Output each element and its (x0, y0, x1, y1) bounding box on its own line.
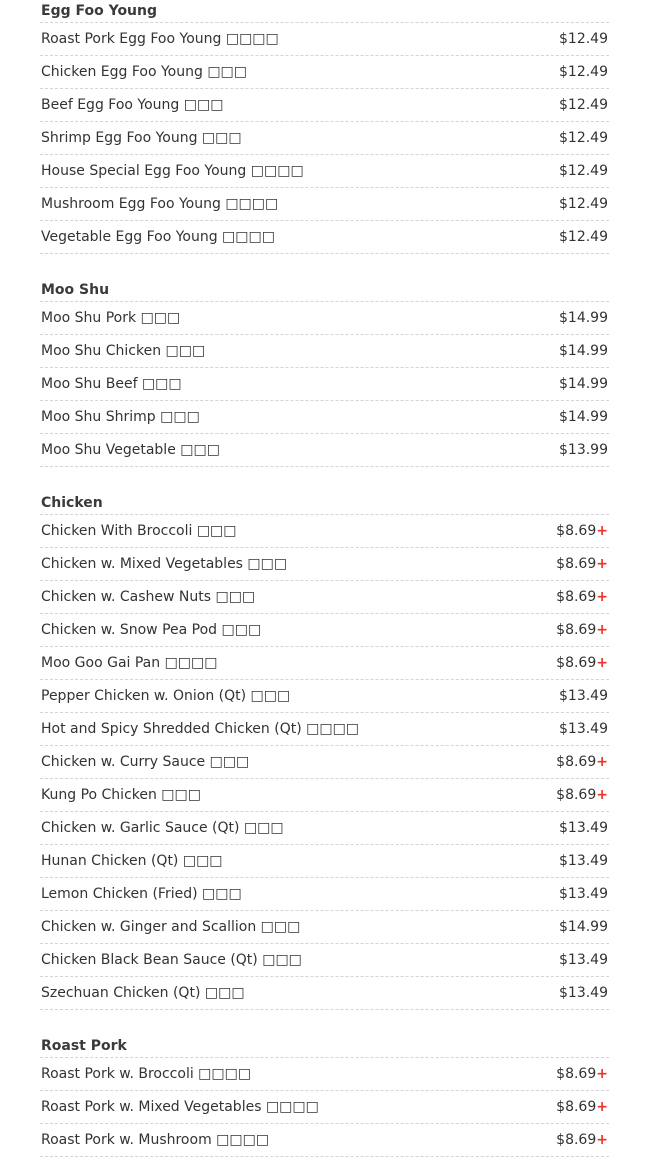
menu-item-price-group (556, 655, 608, 671)
menu-item-price-group (559, 721, 608, 737)
section-title: Egg Foo Young (40, 0, 609, 23)
menu-item-price: $13.49 (559, 721, 608, 737)
menu-section-egg-foo-young (40, 0, 609, 254)
menu-item[interactable] (40, 122, 609, 155)
menu-item-price: $12.49 (559, 64, 608, 80)
menu-item-name: Chicken w. Mixed Vegetables □□□ (41, 556, 288, 572)
menu-item[interactable] (40, 812, 609, 845)
menu-item-price-group (556, 787, 608, 803)
menu-item-price: $12.49 (559, 130, 608, 146)
menu-item-name: Chicken With Broccoli □□□ (41, 523, 237, 539)
menu-item-price: $8.69 (556, 754, 597, 770)
menu-item-price-group (556, 754, 608, 770)
menu-item-price-group (559, 985, 608, 1001)
menu-item[interactable] (40, 779, 609, 812)
price-plus-marker: + (596, 1066, 608, 1082)
menu-item-name: Moo Shu Chicken □□□ (41, 343, 206, 359)
menu-item-price-group (559, 919, 608, 935)
menu-item-price-group (559, 886, 608, 902)
menu-item-price-group (559, 196, 608, 212)
menu-item-price: $13.49 (559, 985, 608, 1001)
menu-item-price: $8.69 (556, 1099, 597, 1115)
price-plus-marker: + (596, 523, 608, 539)
menu-item-name: Chicken w. Snow Pea Pod □□□ (41, 622, 262, 638)
menu-item[interactable] (40, 614, 609, 647)
menu-list (40, 0, 609, 1175)
menu-item-name: Beef Egg Foo Young □□□ (41, 97, 224, 113)
menu-item-price-group (556, 1066, 608, 1082)
price-plus-marker: + (596, 787, 608, 803)
menu-item-price: $8.69 (556, 622, 597, 638)
menu-item-price-group (556, 1099, 608, 1115)
menu-item[interactable] (40, 56, 609, 89)
menu-item-price-group (556, 589, 608, 605)
menu-item[interactable] (40, 335, 609, 368)
price-plus-marker: + (596, 1099, 608, 1115)
menu-item-price-group (556, 523, 608, 539)
menu-item-price-group (559, 31, 608, 47)
price-plus-marker: + (596, 655, 608, 671)
menu-item-name: Moo Shu Shrimp □□□ (41, 409, 200, 425)
menu-item-price: $8.69 (556, 1066, 597, 1082)
menu-item-name: Lemon Chicken (Fried) □□□ (41, 886, 242, 902)
price-plus-marker: + (596, 622, 608, 638)
menu-item-price: $8.69 (556, 523, 597, 539)
menu-item-name: Vegetable Egg Foo Young □□□□ (41, 229, 275, 245)
menu-item-price-group (559, 820, 608, 836)
menu-item-name: Chicken w. Cashew Nuts □□□ (41, 589, 256, 605)
menu-item-name: House Special Egg Foo Young □□□□ (41, 163, 304, 179)
menu-item-name: Hot and Spicy Shredded Chicken (Qt) □□□□ (41, 721, 360, 737)
menu-item-name: Chicken w. Garlic Sauce (Qt) □□□ (41, 820, 284, 836)
menu-item[interactable] (40, 647, 609, 680)
menu-item-price: $14.99 (559, 343, 608, 359)
menu-item-price-group (559, 64, 608, 80)
menu-item-price: $14.99 (559, 376, 608, 392)
menu-item-price: $12.49 (559, 229, 608, 245)
menu-item-price: $13.99 (559, 442, 608, 458)
menu-item-price: $12.49 (559, 196, 608, 212)
menu-item-name: Moo Shu Beef □□□ (41, 376, 182, 392)
menu-item[interactable] (40, 1091, 609, 1124)
section-title: Chicken (40, 485, 609, 515)
section-title: Roast Pork (40, 1028, 609, 1058)
menu-item-price: $12.49 (559, 31, 608, 47)
menu-item-price: $13.49 (559, 688, 608, 704)
price-plus-marker: + (596, 556, 608, 572)
menu-item-name: Mushroom Egg Foo Young □□□□ (41, 196, 279, 212)
menu-section-roast-pork (40, 1028, 609, 1157)
menu-item[interactable] (40, 1058, 609, 1091)
menu-item-price-group (556, 1132, 608, 1148)
menu-item-price-group (559, 163, 608, 179)
menu-item[interactable] (40, 188, 609, 221)
menu-item-price-group (559, 442, 608, 458)
menu-item[interactable] (40, 155, 609, 188)
menu-item-price-group (556, 556, 608, 572)
menu-item-name: Shrimp Egg Foo Young □□□ (41, 130, 242, 146)
menu-item[interactable] (40, 845, 609, 878)
menu-item-price-group (559, 343, 608, 359)
menu-item-name: Pepper Chicken w. Onion (Qt) □□□ (41, 688, 291, 704)
menu-item[interactable] (40, 581, 609, 614)
menu-item[interactable] (40, 23, 609, 56)
price-plus-marker: + (596, 1132, 608, 1148)
menu-item-price: $8.69 (556, 556, 597, 572)
menu-item-name: Chicken Black Bean Sauce (Qt) □□□ (41, 952, 302, 968)
price-plus-marker: + (596, 589, 608, 605)
menu-item-price: $14.99 (559, 310, 608, 326)
menu-item[interactable] (40, 401, 609, 434)
menu-item[interactable] (40, 302, 609, 335)
menu-item-name: Chicken w. Ginger and Scallion □□□ (41, 919, 301, 935)
menu-item-price-group (559, 130, 608, 146)
menu-item[interactable] (40, 680, 609, 713)
menu-item-name: Moo Shu Vegetable □□□ (41, 442, 220, 458)
menu-item[interactable] (40, 89, 609, 122)
menu-section-moo-shu (40, 272, 609, 467)
menu-item[interactable] (40, 746, 609, 779)
menu-item[interactable] (40, 515, 609, 548)
menu-item[interactable] (40, 878, 609, 911)
menu-item-name: Roast Pork w. Broccoli □□□□ (41, 1066, 252, 1082)
menu-item-name: Kung Po Chicken □□□ (41, 787, 201, 803)
menu-item-price: $8.69 (556, 589, 597, 605)
menu-item-price: $12.49 (559, 163, 608, 179)
menu-item[interactable] (40, 1124, 609, 1157)
menu-item[interactable] (40, 911, 609, 944)
menu-item-name: Chicken w. Curry Sauce □□□ (41, 754, 250, 770)
menu-item-price: $14.99 (559, 409, 608, 425)
section-title: Moo Shu (40, 272, 609, 302)
menu-item-price: $13.49 (559, 886, 608, 902)
menu-item[interactable] (40, 977, 609, 1010)
menu-item-price: $12.49 (559, 97, 608, 113)
menu-item[interactable] (40, 548, 609, 581)
menu-item-price: $8.69 (556, 787, 597, 803)
menu-item[interactable] (40, 713, 609, 746)
menu-item-price-group (556, 622, 608, 638)
menu-item-price: $8.69 (556, 1132, 597, 1148)
menu-item-price-group (559, 376, 608, 392)
menu-item-name: Moo Shu Pork □□□ (41, 310, 181, 326)
menu-item-price-group (559, 952, 608, 968)
menu-item-price: $8.69 (556, 655, 597, 671)
menu-item[interactable] (40, 221, 609, 254)
menu-item-price-group (559, 229, 608, 245)
menu-item-name: Hunan Chicken (Qt) □□□ (41, 853, 223, 869)
menu-item-price: $13.49 (559, 853, 608, 869)
menu-item[interactable] (40, 434, 609, 467)
menu-item-price-group (559, 310, 608, 326)
menu-item-price: $13.49 (559, 952, 608, 968)
menu-item-name: Szechuan Chicken (Qt) □□□ (41, 985, 245, 1001)
menu-item[interactable] (40, 944, 609, 977)
menu-item-name: Moo Goo Gai Pan □□□□ (41, 655, 218, 671)
menu-item-price-group (559, 97, 608, 113)
menu-item-name: Roast Pork w. Mixed Vegetables □□□□ (41, 1099, 319, 1115)
menu-item-price: $14.99 (559, 919, 608, 935)
menu-section-chicken (40, 485, 609, 1010)
menu-item-name: Chicken Egg Foo Young □□□ (41, 64, 248, 80)
menu-item-price-group (559, 688, 608, 704)
menu-item-price-group (559, 409, 608, 425)
menu-item-name: Roast Pork Egg Foo Young □□□□ (41, 31, 279, 47)
menu-item-price: $13.49 (559, 820, 608, 836)
menu-item-name: Roast Pork w. Mushroom □□□□ (41, 1132, 270, 1148)
price-plus-marker: + (596, 754, 608, 770)
menu-item-price-group (559, 853, 608, 869)
menu-item[interactable] (40, 368, 609, 401)
